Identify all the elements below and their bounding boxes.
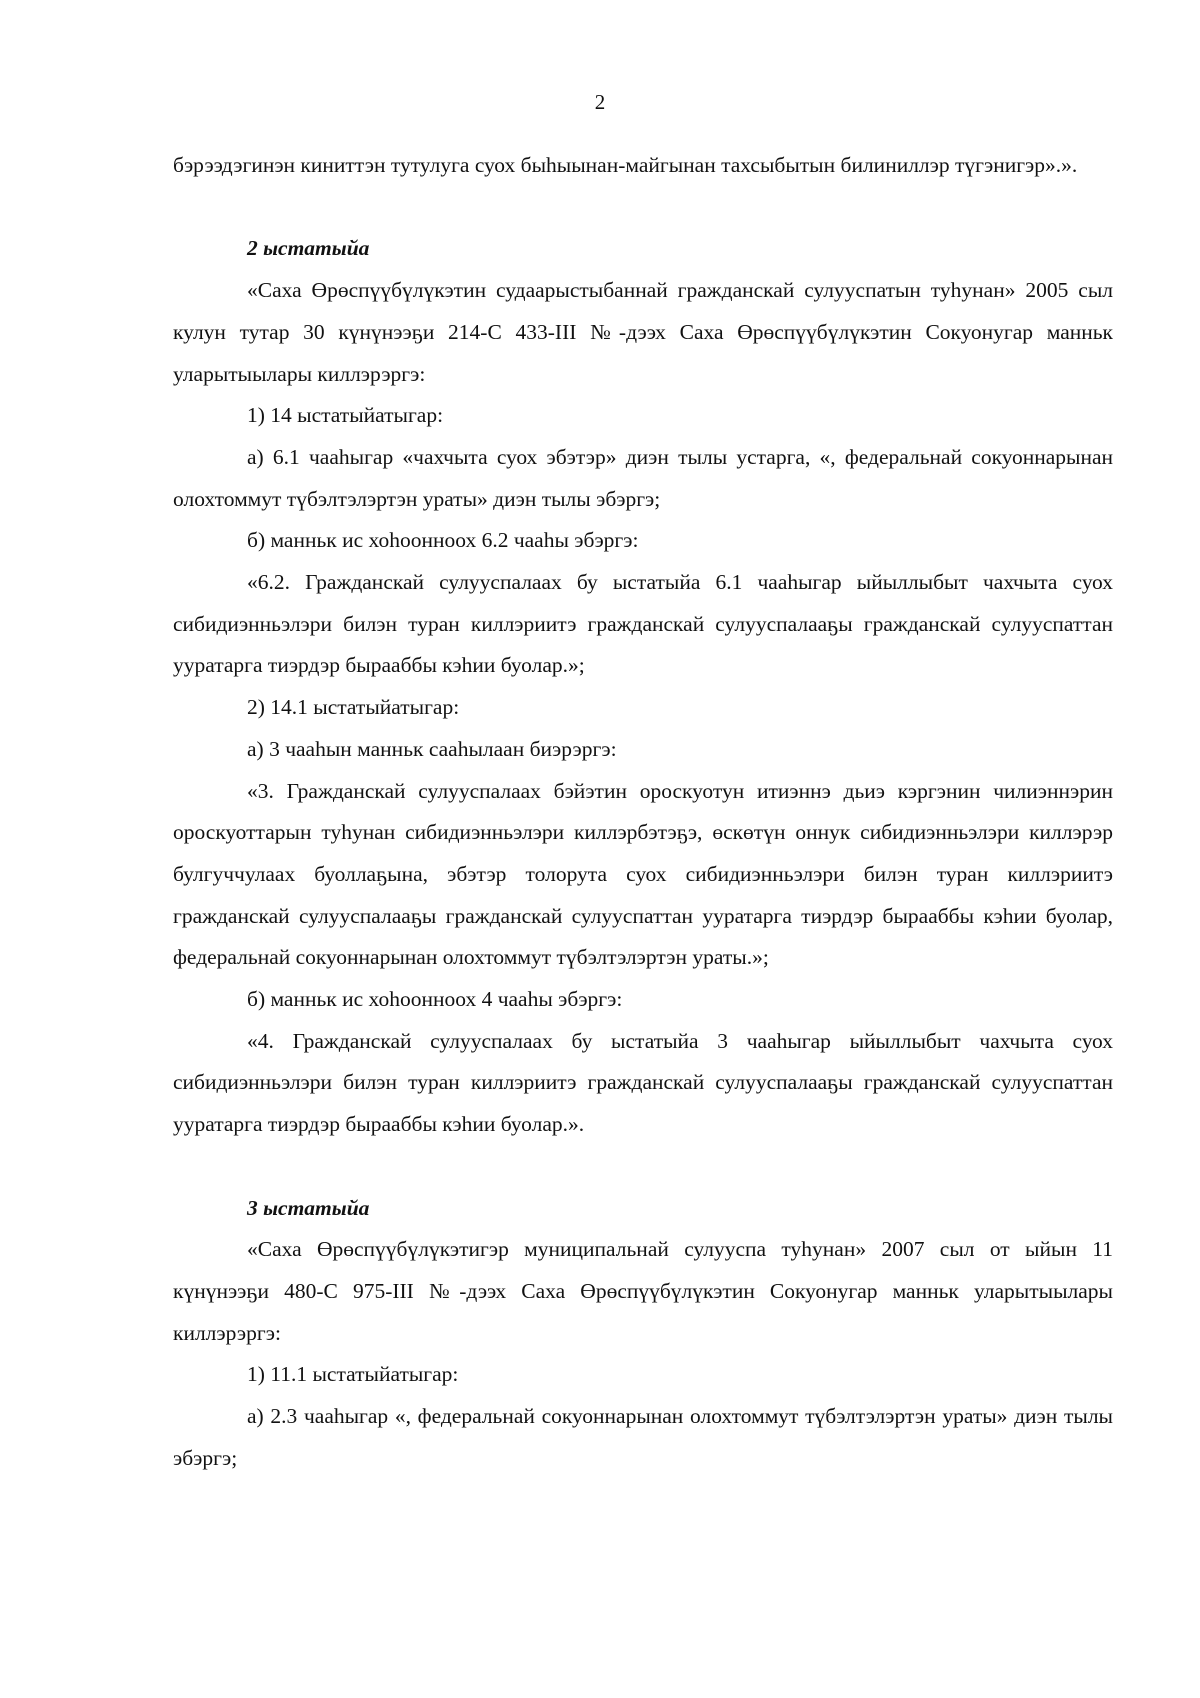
article-2-item-1a: а) 6.1 чааһыгар «чахчыта суох эбэтэр» диэн тылы устарга, «, федеральнай сокуоннарынан олохтоммут түбэлтэлэртэн ураты» диэн тылы эбэргэ; bbox=[173, 444, 1113, 511]
spacer bbox=[173, 187, 1113, 229]
article-2-item-2b: б) манньк ис хоһоонноох 4 чааһы эбэргэ: bbox=[247, 987, 623, 1012]
article-2-heading: 2 ыстатыйа bbox=[247, 236, 370, 261]
page-number: 2 bbox=[594, 90, 606, 114]
article-2-item-1b: б) манньк ис хоһоонноох 6.2 чааһы эбэргэ: bbox=[247, 528, 639, 553]
paragraph-continuation: бэрээдэгинэн киниттэн тутулуга суох быһыынан-майгынан тахсыбытын билиниллэр түгэнигэр».». bbox=[173, 153, 1078, 177]
article-2-clause-6-2: «6.2. Гражданскай сулууспалаах бу ыстатыйа 6.1 чааһыгар ыйыллыбыт чахчыта суох сибидиэнньэлэри билэн туран киллэриитэ гражданскай сулууспалааҕы гражданскай сулууспаттан ууратарга тиэрдэр бырааббы кэһии буолар.»; bbox=[173, 570, 1113, 678]
article-3-item-1a: а) 2.3 чааһыгар «, федеральнай сокуоннарынан олохтоммут түбэлтэлэртэн ураты» диэн тылы эбэргэ; bbox=[173, 1404, 1113, 1470]
article-2-item-2: 2) 14.1 ыстатыйатыгар: bbox=[247, 695, 460, 720]
article-3-heading: 3 ыстатыйа bbox=[247, 1195, 370, 1220]
article-3-item-1: 1) 11.1 ыстатыйатыгар: bbox=[247, 1362, 459, 1387]
spacer bbox=[173, 1146, 1113, 1188]
article-2-item-2a: а) 3 чааһын манньк сааһылаан биэрэргэ: bbox=[247, 736, 617, 761]
article-2-intro: «Саха Өрөспүүбүлүкэтин судаарыстыбаннай гражданскай сулууспатын туһунан» 2005 сыл кулун тутар 30 күнүнээҕи 214-С 433-III №-дээх Саха Өрөспүүбүлүкэтин Сокуонугар манньк уларытыылары киллэрэргэ: bbox=[173, 278, 1113, 386]
article-2-clause-4: «4. Гражданскай сулууспалаах бу ыстатыйа 3 чааһыгар ыйыллыбыт чахчыта суох сибидиэнньэлэри билэн туран киллэриитэ гражданскай сулууспалааҕы гражданскай сулууспаттан ууратарга тиэрдэр бырааббы кэһии буолар.». bbox=[173, 1028, 1113, 1137]
article-2-item-1: 1) 14 ыстатыйатыгар: bbox=[247, 403, 444, 428]
article-3-intro: «Саха Өрөспүүбүлүкэтигэр муниципальнай сулууспа туһунан» 2007 сыл от ыйын 11 күнүнээҕи 480-С 975-III №-дээх Саха Өрөспүүбүлүкэтин Сокуонугар манньк уларытыылары киллэрэргэ: bbox=[173, 1237, 1113, 1345]
document-body bbox=[173, 145, 1113, 1479]
article-2-clause-3: «3. Гражданскай сулууспалаах бэйэтин ороскуотун итиэннэ дьиэ кэргэнин чилиэннэрин ороскуоттарын туһунан сибидиэнньэлэри киллэрбэтэҕэ, өскөтүн оннук сибидиэнньэлэри киллэрэр булгуччулаах буоллаҕына, эбэтэр толорута суох сибидиэнньэлэри билэн туран киллэриитэ гражданскай сулууспалааҕы гражданскай сулууспаттан ууратарга тиэрдэр бырааббы кэһии буолар, федеральнай сокуоннарынан олохтоммут түбэлтэлэртэн ураты.»; bbox=[173, 778, 1113, 970]
